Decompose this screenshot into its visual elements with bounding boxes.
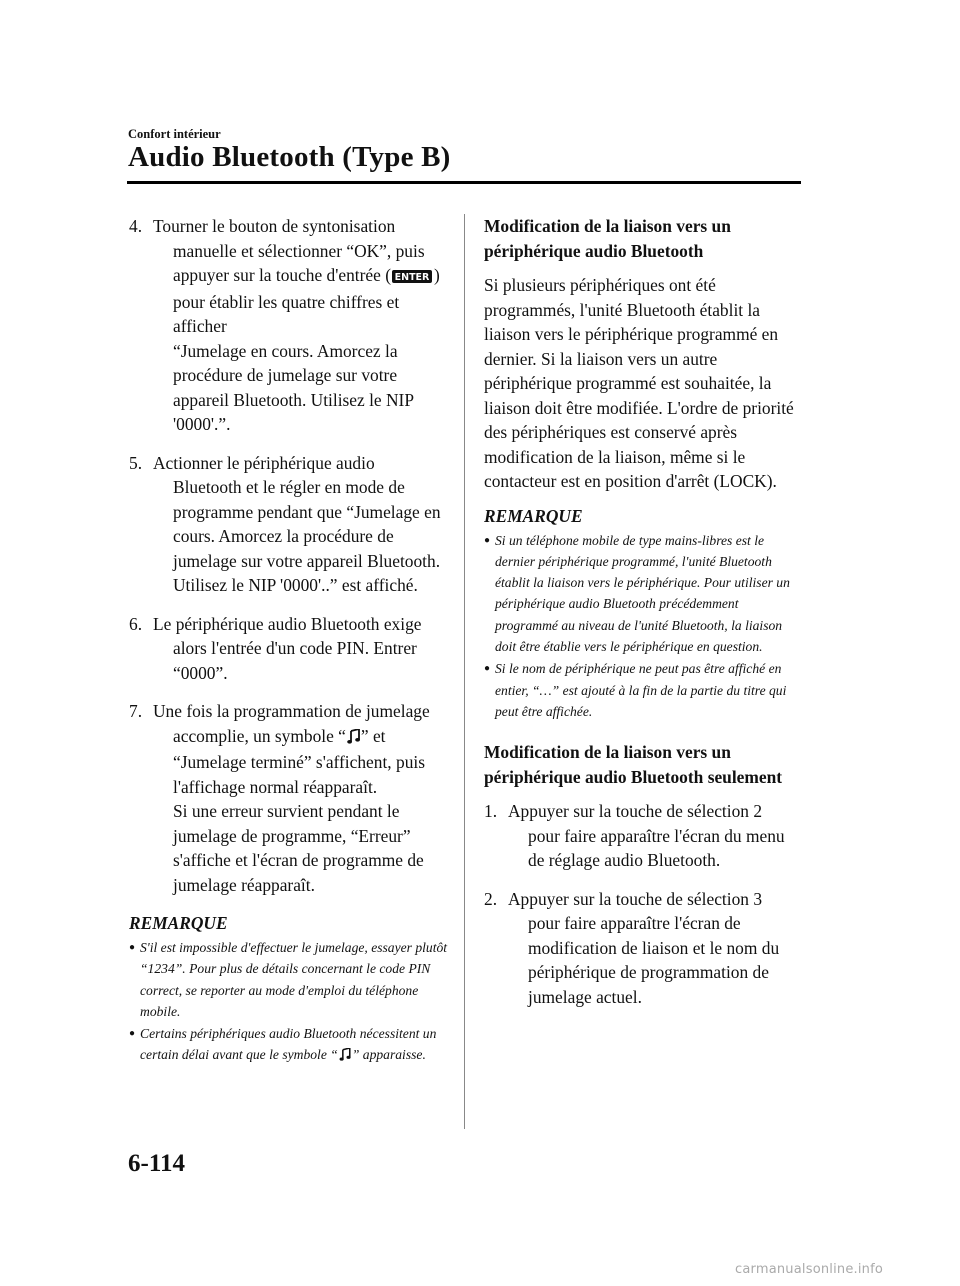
step-4 xyxy=(129,214,451,437)
step-number: 4. xyxy=(129,216,143,236)
title-rule xyxy=(127,181,801,184)
note-item xyxy=(129,1023,451,1068)
section-label: Confort intérieur xyxy=(128,127,221,141)
note-text: Certains périphériques audio Bluetooth nécessitent un certain délai avant que le symbole “ xyxy=(140,1026,437,1063)
step-text: Actionner le périphérique audio xyxy=(153,452,375,473)
step-text: Appuyer sur la touche de sélection 3 xyxy=(508,888,763,909)
remarque-heading: REMARQUE xyxy=(129,913,228,933)
step-text: “Jumelage en cours. Amorcez la procédure de jumelage sur votre appareil Bluetooth. Utilisez le NIP '0000'.”. xyxy=(173,340,414,434)
step-number: 1. xyxy=(484,801,498,822)
note-text: ” apparaisse. xyxy=(351,1047,426,1063)
step-continuation xyxy=(153,239,451,437)
step-number: 6. xyxy=(129,613,143,634)
bullet-icon: ● xyxy=(129,1028,136,1040)
step-number: 7. xyxy=(129,701,143,721)
music-note-icon xyxy=(339,1046,351,1067)
paragraph: Si plusieurs périphériques ont été programmés, l'unité Bluetooth établit la liaison vers le périphérique programmé en dernier. Si la liaison vers un autre périphérique programmé est souhaitée, la liaison doit être modifiée. L'ordre de priorité des périphériques est conservé après modification de la liaison, même si le contacteur est en position d'arrêt (LOCK). xyxy=(484,275,794,491)
section-heading: Modification de la liaison vers un périphérique audio Bluetooth xyxy=(484,216,731,261)
step-6 xyxy=(129,612,451,686)
step-continuation: alors l'entrée d'un code PIN. Entrer “0000”. xyxy=(173,638,417,683)
step-number: 2. xyxy=(484,888,498,909)
watermark: carmanualsonline.info xyxy=(735,1262,884,1277)
step-text: Appuyer sur la touche de sélection 2 xyxy=(508,801,763,822)
step-text: accomplie, un symbole “ xyxy=(173,725,346,746)
bullet-icon: ● xyxy=(129,942,136,953)
bullet-icon: ● xyxy=(484,663,491,675)
note-item xyxy=(484,530,802,658)
page-title: Audio Bluetooth (Type B) xyxy=(128,141,451,173)
step-text: Une fois la programmation de jumelage xyxy=(153,701,430,721)
step-number: 5. xyxy=(129,452,143,473)
step-continuation xyxy=(153,724,451,898)
column-divider xyxy=(464,214,465,1129)
step-2 xyxy=(484,887,802,1010)
music-note-icon xyxy=(347,726,360,751)
step-continuation: pour faire apparaître l'écran de modification de liaison et le nom du périphérique de programmation de jumelage actuel. xyxy=(528,913,780,1007)
note-text: S'il est impossible d'effectuer le jumelage, essayer plutôt “1234”. Pour plus de détails concernant le code PIN correct, se reporter au mode d'emploi du téléphone mobile. xyxy=(140,940,448,1019)
page-number: 6-114 xyxy=(128,1150,185,1177)
step-continuation: Bluetooth et le régler en mode de programme pendant que “Jumelage en cours. Amorcez la procédure de jumelage sur votre appareil Bluetooth. Utilisez le NIP '0000'..” est affiché. xyxy=(173,477,441,595)
note-item xyxy=(129,937,451,1022)
step-text: Tourner le bouton de syntonisation xyxy=(153,216,396,236)
note-item xyxy=(484,658,802,722)
note-text: Si le nom de périphérique ne peut pas être affiché en entier, “…” est ajouté à la fin de la partie du titre qui peut être affichée. xyxy=(495,661,787,719)
section-heading: Modification de la liaison vers un périphérique audio Bluetooth seulement xyxy=(484,742,783,787)
step-5 xyxy=(129,451,451,598)
step-continuation: pour faire apparaître l'écran du menu de réglage audio Bluetooth. xyxy=(528,825,785,871)
left-column xyxy=(129,214,451,1069)
step-7 xyxy=(129,699,451,897)
note-text: Si un téléphone mobile de type mains-libres est le dernier périphérique programmé, l'unité Bluetooth établit la liaison vers le périphérique. Pour utiliser un périphérique audio Bluetooth précédemment programmé au niveau de l'unité Bluetooth, la liaison doit être établie vers le périphérique en question. xyxy=(495,532,790,654)
step-text: Le périphérique audio Bluetooth exige xyxy=(153,613,422,634)
bullet-icon: ● xyxy=(484,534,491,546)
enter-key-icon xyxy=(392,265,432,290)
enter-key-label: ENTER xyxy=(394,272,430,283)
step-text: Si une erreur survient pendant le jumelage de programme, “Erreur” s'affiche et l'écran de programme de jumelage réapparaît. xyxy=(173,801,424,895)
right-column xyxy=(484,214,802,1023)
step-1 xyxy=(484,799,802,873)
step-text: manuelle et sélectionner “OK”, puis appuyer sur la touche d'entrée ( xyxy=(173,240,425,285)
step-text: ) pour établir les quatre chiffres et afficher xyxy=(173,265,440,336)
step-text: ” et “Jumelage terminé” s'affichent, puis l'affichage normal réapparaît. xyxy=(173,725,425,797)
remarque-heading: REMARQUE xyxy=(484,505,583,526)
